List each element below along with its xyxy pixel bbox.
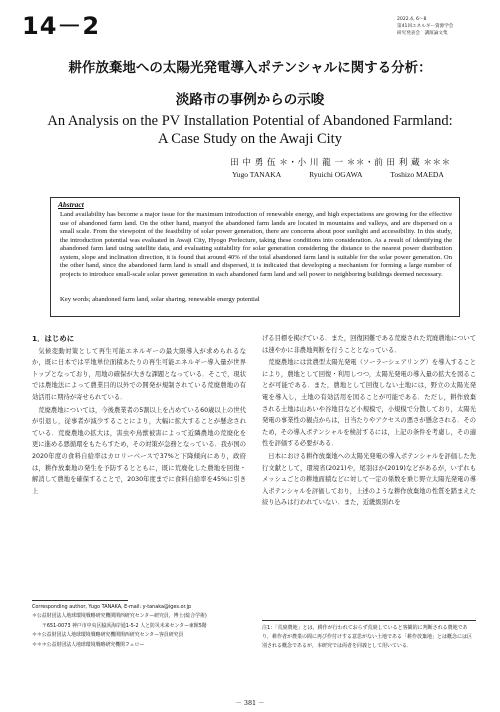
section-heading-introduction: 1．はじめに xyxy=(32,334,75,343)
title-japanese: 耕作放棄地への太陽光発電導入ポテンシャルに関する分析： xyxy=(68,60,432,76)
keywords: Key words; abandoned farm land, solar sharing, renewable energy potential xyxy=(60,296,260,303)
subtitle-japanese: 淡路市の事例からの示唆 xyxy=(175,92,325,108)
note-divider xyxy=(262,620,476,621)
proceedings-name: 研究発表会 講演論文集 xyxy=(397,31,448,36)
conference-date: 2022.4, 6～8 xyxy=(397,17,427,22)
title-english-line2: A Case Study on the Awaji City xyxy=(158,131,342,147)
corresponding-author: Corresponding author, Yugo TANAKA, E-mail: y-tanaka@iges.or.jp xyxy=(32,604,192,610)
note-1-text: 注1：「荒廃農地」とは，耕作が行われておらず荒廃していると客観的に判断される農地であり，耕作者が農業の間に再び作付けする意思がない土地である「耕作放棄地」とは概念には区別される概念であるが，本研究では両者を同義として用いている． xyxy=(262,625,473,649)
body-column-left xyxy=(32,333,246,498)
footnote-divider xyxy=(32,600,128,601)
affiliation-3: ＊＊＊公益財団法人地球環境戦略研究機関フェロー xyxy=(32,641,145,648)
paper-number: 14－2 xyxy=(22,12,101,40)
abstract-label: Abstract xyxy=(58,200,84,209)
author-ogawa: Ryuichi OGAWA xyxy=(309,170,363,179)
abstract-text: Land availability has become a major issue for the maximum introduction of renewable energy, and high expectations are growing for the effective use of abandoned farm land. On the other hand, manyof the abandoned farm lands are located in mountains and valleys, and are dispersed on a small scale. From the viewpoint of the feasibility of solar power generation, there are concerns about poor sunlight and accessibility. In this study, the introduction potential was evaluated in Awaji City, Hyogo Prefecture, taking these conditions into consideration. As a result of identifying the abandoned farm land using satellite data, and evaluating suitability for solar generation considering the distance to the nearest power distribution system, slope and inclination direction, it is found that around 40% of the total abandoned farm land is suitable for the solar power generation. On the other hand, since the abandoned farm land is small and dispersed, it is indicated that developing a mechanism for forming a large number of projects to introduce small-scale solar power generation in each abandoned farm land and sell power to neighboring buildings deemed necessary. xyxy=(60,211,452,278)
body-paragraph: 日本における耕作放棄地への太陽光発電の導入ポテンシャルを評価した先行文献として，環境省(2021)や，尾羽ほか(2019)などがあるが，いずれもメッシュごとの耕地面積などに対して一定の係数を乗じ野立太陽光発電の導入ポテンシャルを評価しており，上述のような耕作放棄地の性質を踏まえた絞り込みは行われていない．また，近畿級別れを xyxy=(262,452,476,507)
author-tanaka: Yugo TANAKA xyxy=(232,170,282,179)
author-footnotes xyxy=(32,603,246,650)
body-paragraph: げる目標を掲げている．また，回復困難である荒廃された荒廃農地については速やかに非農地判断を行うこととなっている． xyxy=(262,335,476,354)
affiliation-1: ＊公益財団法人地球環境戦略研究機関関西研究センター研究員，博士(総合学術) xyxy=(32,613,207,620)
body-paragraph: 荒廃農地については，今後農業者の5割以上を占めている60歳以上の世代が引退し，従事者が減少することにより，大幅に拡大することが懸念されている．荒廃農地の拡大は，害虫や鳥獣被害によって近隣農地の荒廃化を更に進める悪循環をもたらすため，その対策が急務となっている．我が国の2020年度の食料自給率はカロリーベースで37%と下降傾向にあり，政府は，耕作放棄地の発生を予防するとともに，既に荒廃化した農地を回復・解消して農地を確保することで，2030年度までに食料自給率を45%に引き上 xyxy=(32,406,246,495)
authors-english xyxy=(232,170,470,179)
conference-name: 第41回エネルギー資源学会 xyxy=(397,24,454,29)
title-english-line1: An Analysis on the PV Installation Potential of Abandoned Farmland: xyxy=(47,113,453,129)
note-1 xyxy=(262,624,476,651)
authors-japanese: 田 中 勇 伍 ＊・小 川 龍 一 ＊＊・前 田 利 蔵 ＊＊＊ xyxy=(230,158,451,168)
title-english xyxy=(0,112,500,148)
affiliation-2: ＊＊公益財団法人地球環境戦略研究機関関西研究センター客員研究員 xyxy=(32,632,184,639)
body-paragraph: 荒廃農地には営農型太陽光発電（ソーラーシェアリング）を導入することにより，農地として回復・利用しつつ，太陽光発電の導入量の拡大を図ることが可能である．また，農地として回復しない土地には，野立の太陽光発電を導入し，土地の有効活用を図ることが可能である．ただし，耕作放棄される土地は山あいや谷地目など小規模で，小規模で分散しており，太陽光発電の事業性の観点からは，日当たりやアクセスの悪さが懸念される．そのため，その導入ポテンシャルを検討するには，上記の条件を考慮し，その適性を評価する必要がある． xyxy=(262,359,476,448)
body-paragraph: 気候変動対策として再生可能エネルギーの最大限導入が求められるなか，既に日本では平地単位面積あたりの再生可能エネルギー導入量が世界トップとなっており，用地の確保が大きな課題となっている．そこで，現状では農地法によって農業目的以外での開発が規制されている荒廃農地の有効活用に期待が寄せられている． xyxy=(32,347,246,401)
affiliation-1-address: 〒651-0073 神戸市中央区脇浜海岸通1-5-2 人と防災未来センター東館5階 xyxy=(42,622,207,629)
author-maeda: Toshizo MAEDA xyxy=(390,170,444,179)
conference-info xyxy=(397,16,493,37)
page-number: － 381 － xyxy=(235,699,265,707)
body-column-right xyxy=(262,333,476,510)
